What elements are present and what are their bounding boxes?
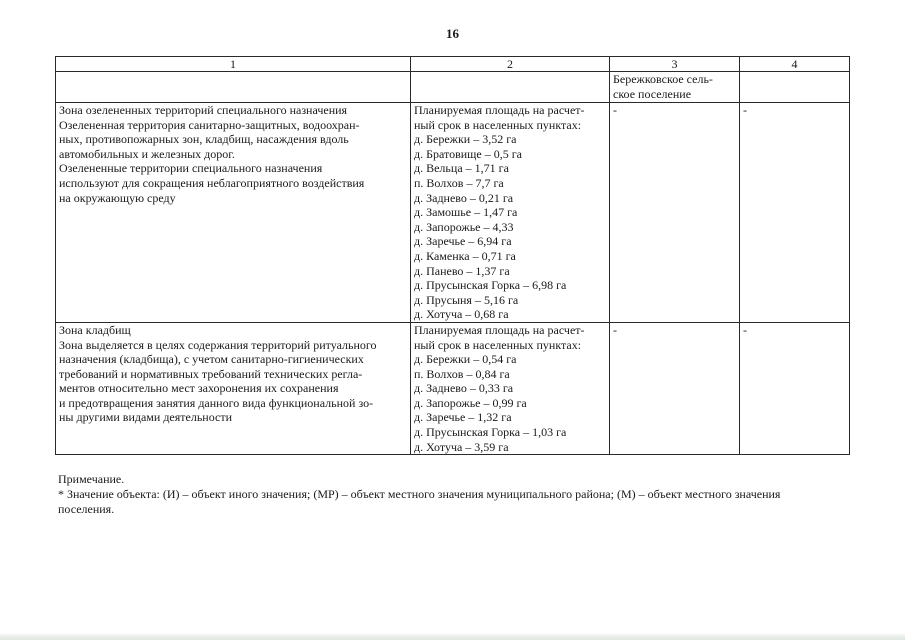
planned-area-item: д. Хотуча – 3,59 га (414, 439, 509, 454)
planned-area-item: д. Заречье – 1,32 га (414, 410, 512, 425)
settlement-value-cell: - (610, 103, 740, 323)
note-line: поселения. (58, 502, 115, 516)
planned-area-cell (411, 322, 610, 454)
zone-title: Зона озелененных территорий специального назначения (59, 103, 348, 117)
planned-area-heading-line: ный срок в населенных пунктах: (414, 117, 582, 132)
planned-area-item: д. Запорожье – 0,99 га (414, 395, 527, 410)
column-number-2: 2 (411, 57, 610, 72)
settlement-value-cell: - (610, 322, 740, 454)
scan-edge (0, 634, 905, 640)
planned-area-heading-line: Планируемая площадь на расчет- (414, 103, 585, 117)
table-row (56, 322, 850, 454)
planned-area-item: д. Заречье – 6,94 га (414, 234, 512, 249)
zone-description-line: ных, противопожарных зон, кладбищ, насаждения вдоль (59, 132, 349, 147)
zone-description-cell (56, 322, 411, 454)
zone-description-cell (56, 103, 411, 323)
subheader-settlement (610, 72, 740, 103)
planned-area-cell (411, 103, 610, 323)
planned-area-item: д. Прусыня – 5,16 га (414, 292, 519, 307)
column4-value-cell: - (740, 322, 850, 454)
subheader-settlement-line: ское поселение (613, 86, 692, 101)
planned-area-item: д. Каменка – 0,71 га (414, 248, 516, 263)
table-body (56, 103, 850, 455)
planned-area-item: п. Волхов – 0,84 га (414, 366, 510, 381)
planned-area-item: д. Заднево – 0,33 га (414, 381, 514, 396)
zone-description-line: Озелененные территории специального назначения (59, 161, 323, 176)
zone-description-line: Озелененная территория санитарно-защитных, водоохран- (59, 117, 360, 132)
planned-area-item: д. Прусынская Горка – 6,98 га (414, 278, 567, 293)
note-block (58, 472, 858, 517)
column-number-4: 4 (740, 57, 850, 72)
note-title: Примечание. (58, 472, 125, 486)
table-row (56, 103, 850, 323)
planned-area-item: д. Запорожье – 4,33 (414, 219, 514, 234)
planned-area-item: д. Бережки – 0,54 га (414, 352, 517, 367)
subheader-col4 (740, 72, 850, 103)
zone-description-line: автомобильных и железных дорог. (59, 146, 235, 161)
planned-area-heading-line: ный срок в населенных пунктах: (414, 337, 582, 352)
column-number-row (56, 57, 850, 72)
zone-description-line: ны другими видами деятельности (59, 410, 233, 425)
planned-area-item: д. Бережки – 3,52 га (414, 132, 517, 147)
zone-description-line: Зона выделяется в целях содержания территорий ритуального (59, 337, 377, 352)
zone-title: Зона кладбищ (59, 322, 131, 337)
planned-area-item: д. Братовище – 0,5 га (414, 146, 522, 161)
planned-area-item: д. Заднево – 0,21 га (414, 190, 514, 205)
note-line: * Значение объекта: (И) – объект иного значения; (МР) – объект местного значения муниципального района; (М) – объект местного значения (58, 487, 781, 501)
planned-area-heading-line: Планируемая площадь на расчет- (414, 322, 585, 337)
subheader-col2 (411, 72, 610, 103)
column4-value-cell: - (740, 103, 850, 323)
column-number-3: 3 (610, 57, 740, 72)
subheader-settlement-line: Бережковское сель- (613, 72, 713, 86)
planned-area-item: д. Панево – 1,37 га (414, 263, 510, 278)
zone-description-line: ментов относительно мест захоронения их сохранения (59, 381, 339, 396)
page-number: 16 (446, 26, 459, 41)
zone-description-line: и предотвращения занятия данного вида функциональной зо- (59, 395, 374, 410)
planned-area-item: д. Вельца – 1,71 га (414, 161, 509, 176)
planned-area-item: д. Замошье – 1,47 га (414, 205, 518, 220)
planned-area-item: д. Прусынская Горка – 1,03 га (414, 425, 567, 440)
column-number-1: 1 (56, 57, 411, 72)
zone-description-line: назначения (кладбища), с учетом санитарно-гигиенических (59, 352, 364, 367)
planning-table (55, 56, 850, 455)
subheader-col1 (56, 72, 411, 103)
planned-area-item: д. Хотуча – 0,68 га (414, 307, 509, 322)
zone-description-line: требований и нормативных требований технических регла- (59, 366, 363, 381)
planned-area-item: п. Волхов – 7,7 га (414, 175, 504, 190)
zone-description-line: на окружающую среду (59, 190, 176, 205)
zone-description-line: используют для сокращения неблагоприятного воздействия (59, 175, 365, 190)
subheader-row (56, 72, 850, 103)
